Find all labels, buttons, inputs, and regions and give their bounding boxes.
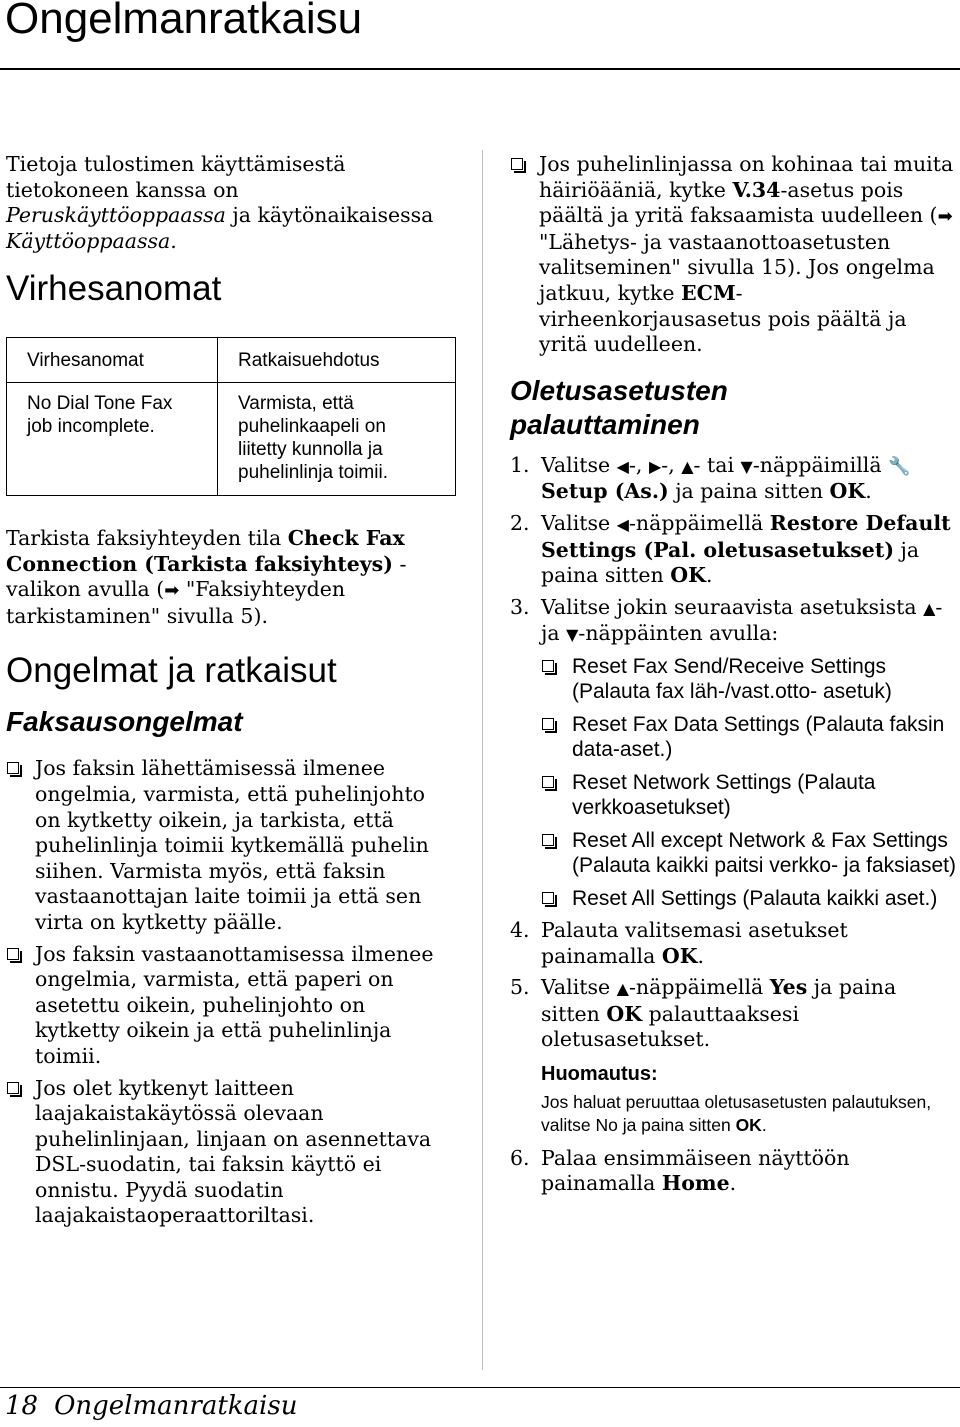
table-cell-solution: Varmista, että puhelinkaapeli on liitetty kunnolla ja puhelinlinja toimii. (218, 383, 456, 496)
subsection-heading-restore: Oletusasetusten palauttaminen (510, 374, 728, 440)
step-item: 3. Valitse jokin seuraavista asetuksista ▲- ja ▼-näppäinten avulla: Reset Fax Send/Receive Settings (Palauta fax läh-/vast.otto- asetuk) Reset Fax Data Settings (Palauta faksin data-aset.) Reset Network Settings (Palauta verkkoasetukset) Reset All except Network & Fax Settings (Palauta kaikki paitsi verkko- ja faksiaset) Reset All Settings (Palauta kaikki aset.) (510, 595, 958, 911)
reset-option: Reset Network Settings (Palauta verkkoasetukset) (541, 770, 958, 820)
list-item: Jos olet kytkenyt laitteen laajakaistakäytössä olevaan puhelinlinjaan, linjaan on asennettava DSL-suodatin, tai faksin käyttö ei onnistu. Pyydä suodatin laajakaistaoperaattoriltasi. (6, 1076, 452, 1230)
section-heading-messages: Virhesanomat (6, 269, 222, 309)
table-cell-error: No Dial Tone Fax job incomplete. (7, 383, 218, 496)
reset-option: Reset Fax Data Settings (Palauta faksin data-aset.) (541, 712, 958, 762)
step-number: 4. (510, 917, 530, 942)
step-item: 1. Valitse ◀-, ▶-, ▲- tai ▼-näppäimillä 🔧 Setup (As.) ja paina sitten OK. (510, 452, 911, 504)
right-arrow-icon: ▶ (648, 456, 662, 476)
intro-guide-name: Käyttöoppaassa (6, 228, 171, 253)
left-arrow-icon: ◀ (616, 514, 629, 534)
page-number: 18 (5, 1391, 39, 1421)
list-item: Jos faksin vastaanottamisessa ilmenee ongelmia, varmista, että paperi on asetettu oikein, puhelinjohto on kytketty oikein ja että puhelinlinja toimii. (6, 942, 452, 1070)
right-column (510, 150, 958, 1197)
checkbox-bullet-icon (542, 892, 554, 904)
checkbox-bullet-icon (542, 834, 554, 846)
table-header-solution: Ratkaisuehdotus (218, 338, 456, 383)
reset-option-list (541, 654, 958, 911)
note-heading: Huomautus: (541, 1062, 658, 1085)
checkbox-bullet-icon (511, 158, 523, 170)
up-arrow-icon: ▲ (681, 456, 694, 476)
table-header-messages: Virhesanomat (7, 338, 218, 383)
list-item: Jos puhelinlinjassa on kohinaa tai muita häiriöääniä, kytke V.34-asetus pois päältä ja yritä faksaamista uudelleen (➡ "Lähetys- ja vastaanottoasetusten valitseminen" sivulla 15). Jos ongelma jatkuu, kytke ECM-virheenkorjausasetus pois päältä ja yritä uudelleen. (510, 152, 958, 358)
table-row (7, 383, 456, 496)
checkbox-bullet-icon (7, 948, 19, 960)
up-arrow-icon: ▲ (616, 979, 629, 999)
note-text: Jos haluat peruuttaa oletusasetusten palautuksen, valitse No ja paina sitten OK. (541, 1091, 932, 1135)
left-arrow-icon: ◀ (616, 456, 629, 476)
section-heading-problems: Ongelmat ja ratkaisut (6, 651, 337, 691)
checkbox-bullet-icon (542, 776, 554, 788)
step-number: 3. (510, 594, 530, 619)
checkbox-bullet-icon (7, 762, 19, 774)
step-item: 4. Palauta valitsemasi asetukset painamalla OK. (510, 917, 848, 968)
step-item: 5. Valitse ▲-näppäimellä Yes ja paina sitten OK palauttaaksesi oletusasetukset. Huomautus: Jos haluat peruuttaa oletusasetusten palautuksen, valitse No ja paina sitten OK. (510, 975, 958, 1137)
intro-text: . (170, 228, 177, 253)
intro-text: Tietoja tulostimen käyttämisestä tietokoneen kanssa on (6, 152, 346, 202)
down-arrow-icon: ▼ (740, 456, 753, 476)
intro-text: ja käytönaikaisessa (225, 203, 434, 228)
up-arrow-icon: ▲ (923, 598, 936, 618)
arrow-right-icon: ➡ (164, 580, 180, 602)
checkbox-bullet-icon (7, 1082, 19, 1094)
intro-paragraph (6, 152, 452, 254)
step-number: 1. (510, 452, 530, 477)
check-fax-menu-name: Check Fax Connection (Tarkista faksiyhteys) (6, 526, 405, 576)
left-column-lower (6, 526, 452, 1229)
reset-option: Reset All Settings (Palauta kaikki aset.) (541, 886, 958, 911)
step-item: 6. Palaa ensimmäiseen näyttöön painamalla Home. (510, 1145, 850, 1196)
checkbox-bullet-icon (542, 660, 554, 672)
step-number: 5. (510, 975, 530, 1000)
error-table (6, 337, 456, 496)
wrench-icon: 🔧 (888, 455, 911, 477)
step-number: 6. (510, 1145, 530, 1170)
step-item: 2. Valitse ◀-näppäimellä Restore Default Settings (Pal. oletusasetukset) ja paina sitten OK. (510, 510, 951, 588)
page-title: Ongelmanratkaisu (5, 0, 363, 43)
reset-option: Reset Fax Send/Receive Settings (Palauta fax läh-/vast.otto- asetuk) (541, 654, 958, 704)
left-column (6, 150, 452, 310)
check-fax-paragraph: Tarkista faksiyhteyden tila Check Fax Connection (Tarkista faksiyhteys) -valikon avulla (➡ "Faksiyhteyden tarkistaminen" sivulla 5). (6, 526, 407, 628)
step-number: 2. (510, 510, 530, 535)
intro-guide-name: Peruskäyttöoppaassa (6, 203, 226, 228)
down-arrow-icon: ▼ (566, 625, 579, 645)
subsection-heading-fax: Faksausongelmat (6, 706, 243, 738)
restore-steps (510, 453, 958, 1197)
footer-rule (0, 1387, 960, 1388)
checkbox-bullet-icon (542, 718, 554, 730)
fax-problem-list (6, 756, 452, 1229)
arrow-right-icon: ➡ (937, 206, 953, 228)
title-rule (0, 68, 960, 70)
list-item: Jos faksin lähettämisessä ilmenee ongelmia, varmista, että puhelinjohto on kytketty oikein, ja tarkista, että puhelinlinja toimii kytkemällä puhelin siihen. Varmista myös, että faksin vastaanottajan laite toimii ja että sen virta on kytketty päälle. (6, 756, 452, 935)
note-box (541, 1061, 958, 1137)
page-footer (5, 1391, 297, 1421)
reset-option: Reset All except Network & Fax Settings (Palauta kaikki paitsi verkko- ja faksiaset) (541, 828, 958, 878)
column-divider (482, 150, 483, 1370)
footer-title: Ongelmanratkaisu (54, 1391, 298, 1421)
